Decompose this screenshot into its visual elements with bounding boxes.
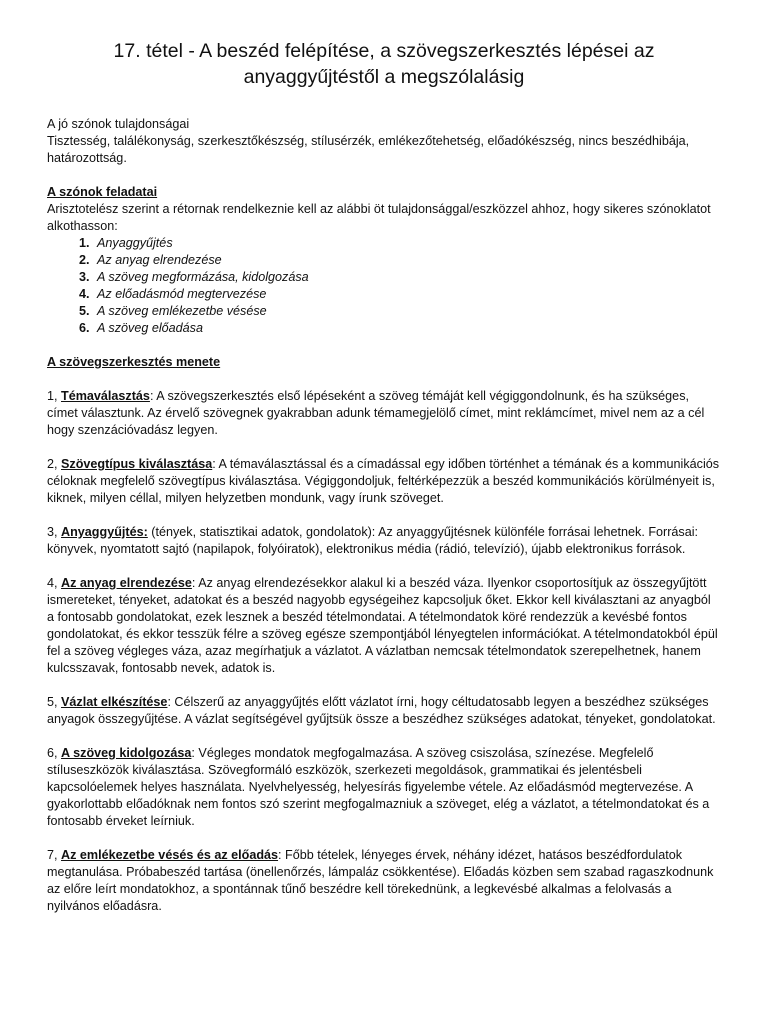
list-item: 3. A szöveg megformázása, kidolgozása xyxy=(93,269,721,286)
step-number: 5, xyxy=(47,695,62,709)
process-step-7 xyxy=(47,847,721,915)
step-label: Anyaggyűjtés: xyxy=(61,525,148,539)
step-text: : Végleges mondatok megfogalmazása. A szöveg csiszolása, színezése. Megfelelő stíluseszközök kiválasztása. Szövegformáló eszközök, szerkezeti megoldások, grammatikai és jelentésbeli kapcsolóelemek helyes használata. Nyelvhelyesség, helyesírás figyelembe vétele. Az előadásmód megtervezése. A gyakorlottabb előadóknak nem fontos szó szerint megfogalmazniuk a szöveget, elég a vázlatot, a tételmondatokat és a fontosabb érveket leírniuk. xyxy=(47,746,710,828)
qualities-text: Tisztesség, találékonyság, szerkesztőkészség, stílusérzék, emlékezőtehetség, előadókészség, nincs beszédhibája, határozottság. xyxy=(47,134,690,165)
step-number: 6, xyxy=(47,746,62,760)
process-step-3 xyxy=(47,524,721,558)
list-item: 4. Az előadásmód megtervezése xyxy=(93,286,721,303)
list-item: 5. A szöveg emlékezetbe vésése xyxy=(93,303,721,320)
page-title: 17. tétel - A beszéd felépítése, a szövegszerkesztés lépései az anyaggyűjtéstől a megszólalásig xyxy=(113,40,655,88)
list-item: 1. Anyaggyűjtés xyxy=(93,235,721,252)
process-step-4 xyxy=(47,575,721,677)
step-number: 2, xyxy=(47,457,62,471)
step-number: 7, xyxy=(47,848,62,862)
step-label: Az anyag elrendezése xyxy=(61,576,192,590)
step-label: Az emlékezetbe vésés és az előadás xyxy=(61,848,279,862)
step-label: Vázlat elkészítése xyxy=(61,695,168,709)
process-step-2 xyxy=(47,456,721,507)
process-step-1 xyxy=(47,388,721,439)
tasks-intro: Arisztotelész szerint a rétornak rendelkeznie kell az alábbi öt tulajdonsággal/eszközzel ahhoz, hogy sikeres szónoklatot alkothasson: xyxy=(47,202,711,233)
qualities-section xyxy=(47,116,721,167)
step-text: : Az anyag elrendezésekkor alakul ki a beszéd váza. Ilyenkor csoportosítjuk az összegyűjtött ismereteket, tényeket, adatokat és a beszéd nagyobb egységeihez kapcsoljuk őket. Ekkor kell kiválasztani az anyagból a fontosabb gondolatokat, ezek lesznek a beszéd tételmondatai. A tételmondatok köré rendezzük a kevésbé fontos gondolatokat, és ekkor tesszük félre a szöveg egésze szempontjából lényegtelen információkat. A tételmondatokból épül fel a szöveg végleges váza, azaz megírhatjuk a vázlatot. A vázlatban nemcsak tételmondatok szerepelhetnek, hanem kulcsszavak, fontosabb nevek, adatok is. xyxy=(47,576,718,675)
step-text: : Célszerű az anyaggyűjtés előtt vázlatot írni, hogy céltudatosabb legyen a beszédhez szükséges anyagok összegyűjtése. A vázlat segítségével gyűjtsük össze a beszédhez szükséges adatokat, tényeket, gondolatokat. xyxy=(47,695,716,726)
tasks-list xyxy=(47,235,721,337)
step-text: : A témaválasztással és a címadással egy időben történhet a témának és a kommunikációs céloknak megfelelő szövegtípus kiválasztása. Végiggondoljuk, feltérképezzük a beszéd kommunikációs körülményeit is, kiknek, milyen céllal, milyen helyzetben mondunk, vagy írunk szöveget. xyxy=(47,457,720,505)
step-text: : Főbb tételek, lényeges érvek, néhány idézet, hatásos beszédfordulatok megtanulása. Próbabeszéd tartása (önellenőrzés, lámpaláz csökkentése). Előadás közben sem szabad ragaszkodnunk az előre leírt mondatokhoz, a spontánnak tűnő beszédre kell törekednünk, a legkevésbé alkalmas a felolvasás a nyilvános előadásra. xyxy=(47,848,714,913)
step-text: : A szövegszerkesztés első lépéseként a szöveg témáját kell végiggondolnunk, és ha szükséges, címet választunk. Az érvelő szövegnek gyakrabban adunk témamegjelölő címet, mint reklámcímet, mivel nem az a cél hogy szenzációvadász legyen. xyxy=(47,389,705,437)
step-label: Szövegtípus kiválasztása xyxy=(61,457,213,471)
tasks-heading: A szónok feladatai xyxy=(47,185,158,199)
step-label: A szöveg kidolgozása xyxy=(61,746,192,760)
process-step-5 xyxy=(47,694,721,728)
list-item: 6. A szöveg előadása xyxy=(93,320,721,337)
process-step-6 xyxy=(47,745,721,830)
qualities-heading: A jó szónok tulajdonságai xyxy=(47,117,190,131)
step-text: (tények, statisztikai adatok, gondolatok): Az anyaggyűjtésnek különféle forrásai lehetnek. Forrásai: könyvek, nyomtatott sajtó (napilapok, folyóiratok), elektronikus média (rádió, televízió), újabb elektronikus források. xyxy=(47,525,699,556)
step-number: 4, xyxy=(47,576,62,590)
step-number: 1, xyxy=(47,389,62,403)
list-item: 2. Az anyag elrendezése xyxy=(93,252,721,269)
tasks-section xyxy=(47,184,721,337)
process-section xyxy=(47,354,721,915)
step-label: Témaválasztás xyxy=(61,389,150,403)
process-heading: A szövegszerkesztés menete xyxy=(47,355,221,369)
step-number: 3, xyxy=(47,525,62,539)
